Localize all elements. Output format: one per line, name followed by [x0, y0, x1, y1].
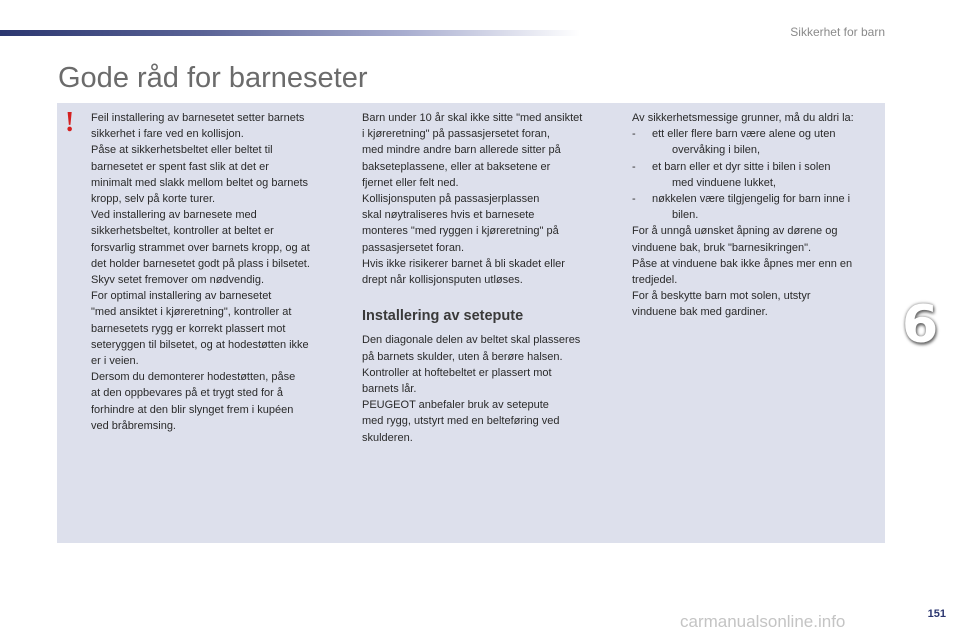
- list-item-line: overvåking i bilen,: [672, 144, 761, 157]
- list-item: [632, 159, 882, 191]
- text-line: Feil installering av barnesetet setter barnets: [91, 112, 305, 124]
- section-title: Sikkerhet for barn: [790, 25, 885, 39]
- text-line: barnets lår.: [362, 383, 417, 396]
- dash-marker: -: [632, 193, 636, 206]
- list-item-line: ett eller flere barn være alene og uten: [652, 128, 836, 141]
- text-line: drept når kollisjonsputen utløses.: [362, 274, 523, 287]
- content-box: [57, 103, 885, 543]
- text-line: For å beskytte barn mot solen, utstyr: [632, 290, 811, 303]
- text-line: barnesetets rygg er korrekt plassert mot: [91, 322, 286, 335]
- column-airbag-and-booster: [362, 110, 610, 446]
- text-line: forhindre at den blir slynget frem i kupéen: [91, 403, 294, 416]
- text-line: Hvis ikke risikerer barnet å bli skadet eller: [362, 257, 565, 270]
- column-safety-rules: [632, 110, 882, 321]
- text-line: Påse at vinduene bak ikke åpnes mer enn en: [632, 257, 853, 270]
- text-line: skulderen.: [362, 431, 413, 444]
- text-line: at den oppbevares på et trygt sted for å: [91, 387, 284, 400]
- dash-marker: -: [632, 160, 636, 173]
- page-title: Gode råd for barneseter: [58, 62, 368, 94]
- intro-line: Av sikkerhetsmessige grunner, må du aldri la:: [632, 112, 854, 124]
- text-line: tredjedel.: [632, 274, 678, 287]
- text-line: med mindre andre barn allerede sitter på: [362, 144, 561, 157]
- text-line: bakseteplassene, eller at baksetene er: [362, 160, 551, 173]
- text-line: vinduene bak, bruk "barnesikringen".: [632, 241, 812, 254]
- list-item-line: bilen.: [672, 209, 699, 222]
- text-line: barnesetet er spent fast slik at det er: [91, 160, 269, 173]
- text-line: Kontroller at hoftebeltet er plassert mot: [362, 366, 552, 379]
- text-line: Skyv setet fremover om nødvendig.: [91, 274, 265, 287]
- text-line: på barnets skulder, uten å berøre halsen.: [362, 350, 563, 363]
- text-line: seteryggen til bilsetet, og at hodestøtten ikke: [91, 338, 309, 351]
- list-item: [632, 191, 882, 223]
- text-line: Den diagonale delen av beltet skal plasseres: [362, 334, 581, 347]
- text-line: fjernet eller felt ned.: [362, 176, 459, 189]
- text-line: Kollisjonsputen på passasjerplassen: [362, 193, 540, 206]
- header-gradient-bar: [0, 30, 580, 36]
- text-line: Ved installering av barnesete med: [91, 209, 257, 222]
- list-item: [632, 126, 882, 158]
- text-line: skal nøytraliseres hvis et barnesete: [362, 209, 535, 222]
- column-child-seat-installation: [91, 110, 337, 434]
- text-line: kropp, selv på korte turer.: [91, 193, 216, 206]
- text-line: forsvarlig strammet over barnets kropp, og at: [91, 241, 310, 254]
- text-line: For optimal installering av barnesetet: [91, 290, 272, 303]
- exclamation-icon: !: [65, 107, 75, 138]
- text-line: Barn under 10 år skal ikke sitte "med ansiktet: [362, 112, 583, 124]
- text-line: minimalt med slakk mellom beltet og barnets: [91, 176, 309, 189]
- text-line: det holder barnesetet godt på plass i bilsetet.: [91, 257, 310, 270]
- list-item-line: nøkkelen være tilgjengelig for barn inne i: [652, 193, 851, 206]
- chapter-number: 6: [902, 295, 939, 355]
- text-line: er i veien.: [91, 355, 139, 368]
- text-line: sikkerhetsbeltet, kontroller at beltet er: [91, 225, 274, 238]
- text-line: passasjersetet foran.: [362, 241, 465, 254]
- text-line: "med ansiktet i kjøreretning", kontroller at: [91, 306, 292, 319]
- text-line: Påse at sikkerhetsbeltet eller beltet til: [91, 144, 273, 157]
- text-line: PEUGEOT anbefaler bruk av setepute: [362, 399, 549, 412]
- text-line: For å unngå uønsket åpning av dørene og: [632, 225, 838, 238]
- list-item-line: med vinduene lukket,: [672, 176, 776, 189]
- list-item-line: et barn eller et dyr sitte i bilen i solen: [652, 160, 831, 173]
- text-line: ved bråbremsing.: [91, 419, 176, 432]
- text-line: vinduene bak med gardiner.: [632, 306, 768, 319]
- text-line: med rygg, utstyrt med en belteføring ved: [362, 415, 560, 428]
- sub-heading: Installering av setepute: [362, 308, 524, 325]
- dash-marker: -: [632, 128, 636, 141]
- text-line: monteres "med ryggen i kjøreretning" på: [362, 225, 559, 238]
- text-line: i kjøreretning" på passasjersetet foran,: [362, 128, 550, 141]
- page-number: 151: [927, 608, 946, 620]
- text-line: sikkerhet i fare ved en kollisjon.: [91, 128, 244, 141]
- watermark: carmanualsonline.info: [680, 612, 846, 631]
- text-line: Dersom du demonterer hodestøtten, påse: [91, 371, 296, 384]
